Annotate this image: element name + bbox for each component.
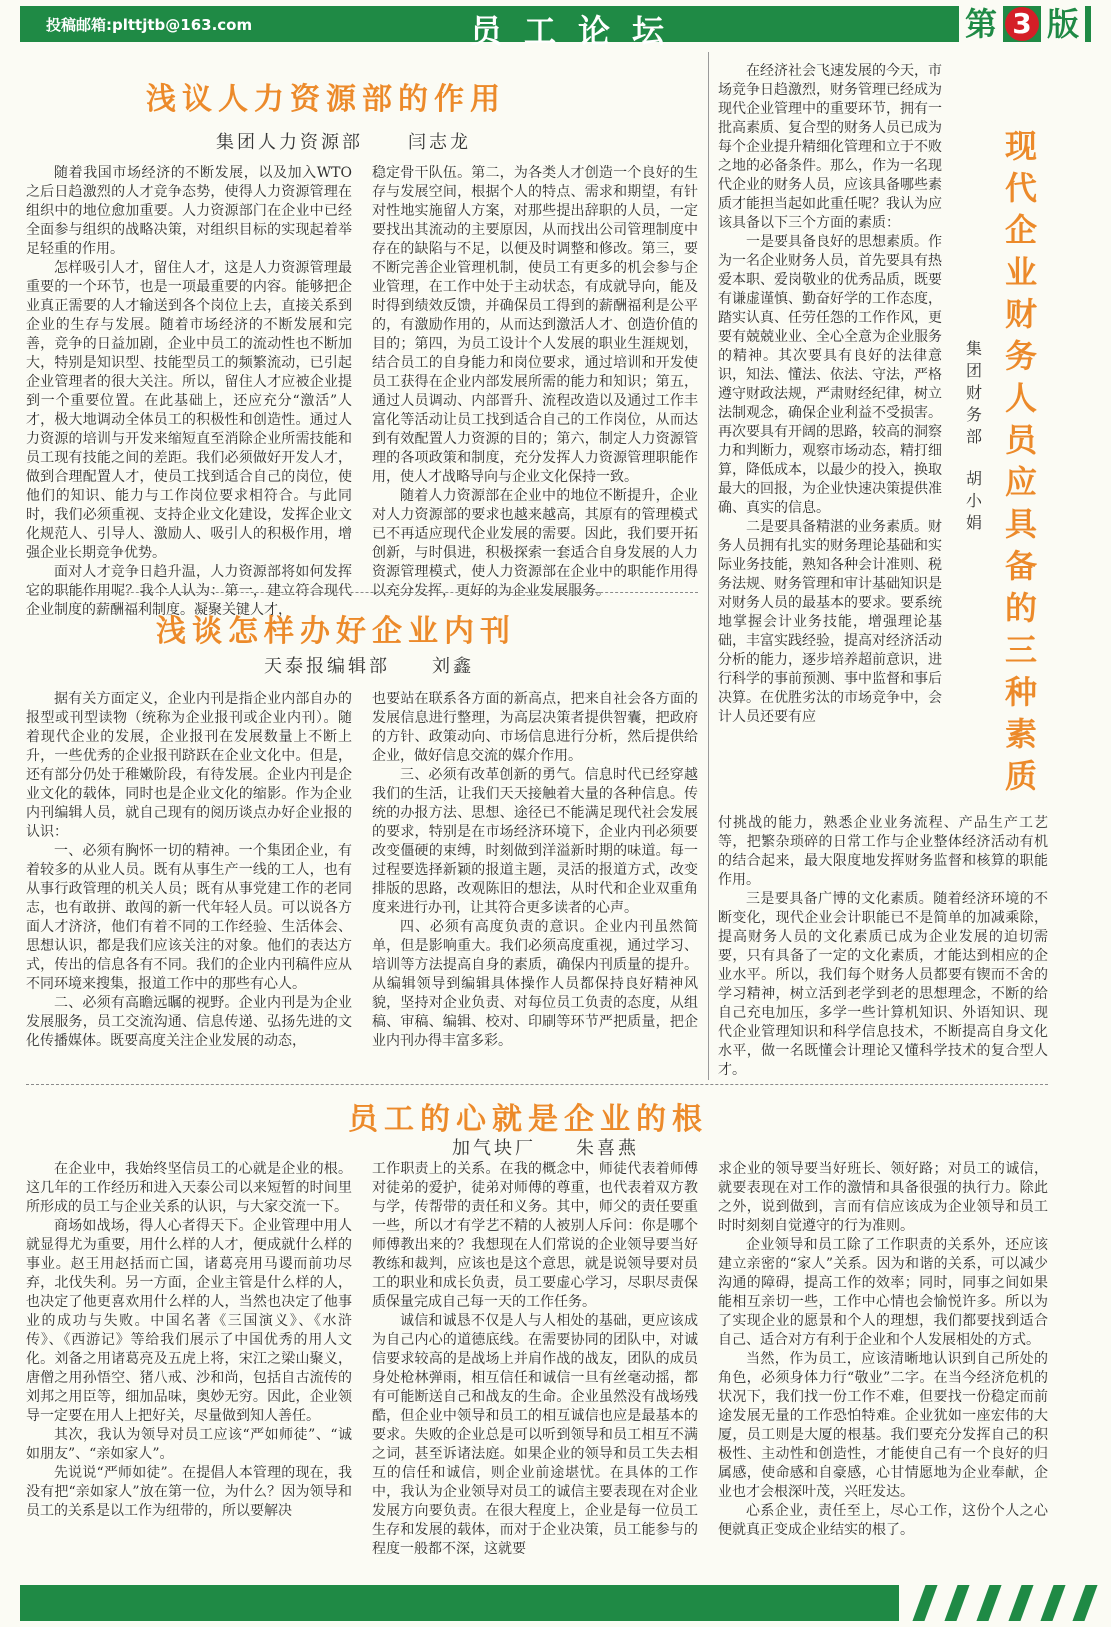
section-title: 员工论坛 bbox=[470, 12, 687, 50]
footer-stripe bbox=[944, 1585, 969, 1621]
paragraph: 四、必须有高度负责的意识。企业内刊虽然简单，但是影响重大。我们必须高度重视，通过学习、培训等方法提高自身的素质，确保内刊质量的提升。从编辑领导到编辑具体操作人员都保持良好精神风貌，坚持对企业负责、对每位员工负责的态度，从组稿、审稿、编辑、校对、印刷等环节严把质量，把企业内刊办得丰富多彩。 bbox=[372, 919, 698, 1049]
footer-stripe bbox=[1008, 1585, 1033, 1621]
paragraph: 三、必须有改革创新的勇气。信息时代已经穿越我们的生活，让我们天天接触着大量的各种信息。传统的办报方法、思想、途径已不能满足现代社会发展的要求，特别是在市场经济环境下，企业内刊必须要改变僵硬的束缚，时刻做到洋溢新时期的味道。每一过程要选择新颖的报道主题，灵活的报道方式，改变排版的思路，改观陈旧的想法，从时代和企业双重角度来进行办刊，让其符合更多读者的心声。 bbox=[372, 767, 698, 916]
paragraph: 一是要具备良好的思想素质。作为一名企业财务人员，首先要具有热爱本职、爱岗敬业的优秀品质，既要有谦虚谨慎、勤奋好学的工作态度，踏实认真、任劳任怨的工作作风，更要有兢兢业业、全心全意为企业服务的精神。其次要具有良好的法律意识，知法、懂法、依法、守法，严格遵守财政法规，严肃财经纪律，树立法制观念，确保企业利益不受损害。再次要具有开阔的思路，较高的洞察力和判断力，观察市场动态，精打细算，降低成本，以最少的投入，换取最大的回报，为企业快速决策提供准确、真实的信息。 bbox=[718, 234, 942, 516]
paragraph: 也要站在联系各方面的新高点，把来自社会各方面的发展信息进行整理，为高层决策者提供智囊，把政府的方针、政策动向、市场信息进行分析，然后提供给企业，做好信息交流的媒介作用。 bbox=[372, 691, 698, 764]
article1-col1 bbox=[26, 164, 352, 618]
article3-author: 胡小娟 bbox=[965, 469, 982, 532]
article3-title: 现代企业财务人员应具备的三种素质 bbox=[1004, 127, 1037, 795]
page-footer-bar bbox=[20, 1585, 1091, 1621]
submission-email: 投稿邮箱:plttjtb@163.com bbox=[46, 16, 253, 34]
footer-stripe bbox=[976, 1585, 1001, 1621]
article4-col1 bbox=[26, 1160, 352, 1572]
footer-stripe bbox=[1040, 1585, 1065, 1621]
page-header bbox=[20, 5, 1091, 50]
article4-col2 bbox=[372, 1160, 698, 1572]
edition-suffix: 版 bbox=[1041, 6, 1085, 42]
article2-title: 浅谈怎样办好企业内刊 bbox=[156, 614, 516, 649]
edition-number-badge: 3 bbox=[1005, 7, 1039, 41]
paragraph: 工作职责上的关系。在我的概念中，师徒代表着师傅对徒弟的爱护，徒弟对师傅的尊重，也代表着双方教与学，传帮带的责任和义务。其中，师父的责任要重一些，所以才有学艺不精的人被别人斥问：你是哪个师傅教出来的？我想现在人们常说的企业领导要当好教练和裁判，应该也是这个意思，就是说领导要对员工的职业和成长负责，员工要虚心学习，尽职尽责保质保量完成自己每一天的工作任务。 bbox=[372, 1161, 698, 1310]
edition-prefix: 第 bbox=[959, 6, 1003, 42]
column-divider bbox=[708, 52, 709, 1080]
paragraph: 二是要具备精湛的业务素质。财务人员拥有扎实的财务理论基础和实际业务技能，熟知各种会计准则、税务法规、财务管理和审计基础知识是对财务人员的最基本的要求。要系统地掌握会计业务技能，增强理论基础，丰富实践经验，提高对经济活动分析的能力，逐步培养超前意识，进行科学的事前预测、事中监督和事后决算。在优胜劣汰的市场竞争中，会计人员还要有应 bbox=[718, 519, 942, 725]
paragraph: 先说说“严师如徒”。在提倡人本管理的现在，我没有把“亲如家人”放在第一位，为什么？因为领导和员工的关系是以工作为纽带的，所以要解决 bbox=[26, 1465, 352, 1519]
article3-body-lower bbox=[718, 814, 1048, 1076]
footer-bar bbox=[20, 1585, 899, 1621]
paragraph: 企业领导和员工除了工作职责的关系外，还应该建立亲密的“家人”关系。因为和谐的关系，可以减少沟通的障碍，提高工作的效率；同时，同事之间如果能相互亲切一些，工作中心情也会愉悦许多。所以为了实现企业的愿景和个人的理想，我们都要找到适合自己、适合对方有利于企业和个人发展相处的方式。 bbox=[718, 1237, 1048, 1348]
paragraph: 付挑战的能力，熟悉企业业务流程、产品生产工艺等，把繁杂琐碎的日常工作与企业整体经济活动有机的结合起来，最大限度地发挥财务监督和核算的职能作用。 bbox=[718, 815, 1048, 888]
paragraph: 商场如战场，得人心者得天下。企业管理中用人就显得尤为重要，用什么样的人才，便成就什么样的事业。赵王用赵括而亡国，诸葛亮用马谡而前功尽弃，北伐失利。另一方面，企业主管是什么样的人，也决定了他更喜欢用什么样的人，当然也决定了他事业的成功与失败。中国名著《三国演义》、《水浒传》、《西游记》等给我们展示了中国优秀的用人文化。刘备之用诸葛亮及五虎上将，宋江之梁山聚义，唐僧之用孙悟空、猪八戒、沙和尚，包括自古流传的刘邦之用臣等，细加品味，奥妙无穷。因此，企业领导一定要在用人上把好关，尽量做到知人善任。 bbox=[26, 1218, 352, 1424]
paragraph: 诚信和诚恳不仅是人与人相处的基础，更应该成为自己内心的道德底线。在需要协同的团队中，对诚信要求较高的是战场上并肩作战的战友，团队的成员身处枪林弹雨，相互信任和诚信一旦有丝毫动摇，都有可能断送自己和战友的生命。企业虽然没有战场残酷，但企业中领导和员工的相互诚信也应是最基本的要求。失败的企业总是可以听到领导和员工相互不满之词，甚至诉诸法庭。如果企业的领导和员工失去相互的信任和诚信，则企业前途堪忧。在具体的工作中，我认为企业领导对员工的诚信主要表现在对企业发展方向要负责。在很大程度上，企业是每一位员工生存和发展的载体，而对于企业决策，员工能参与的程度一般都不深，这就要 bbox=[372, 1313, 698, 1557]
paragraph: 一、必须有胸怀一切的精神。一个集团企业，有着较多的从业人员。既有从事生产一线的工人，也有从事行政管理的机关人员；既有从事党建工作的老同志，也有敢拼、敢闯的新一代年轻人员。可以说各方面人才济济，他们有着不同的工作经验、生活体会、思想认识，都是我们应该关注的对象。他们的表达方式，传出的信息各有不同。我们的企业内刊稿件应从不同环境来搜集，报道工作中的那些有心人。 bbox=[26, 843, 352, 992]
article-divider bbox=[26, 592, 698, 593]
paragraph: 随着人力资源部在企业中的地位不断提升，企业对人力资源部的要求也越来越高，其原有的管理模式已不再适应现代企业发展的需要。因此，我们要开拓创新，与时俱进，积极探索一套适合自身发展的人力资源管理模式，使人力资源部在企业中的职能作用得以充分发挥，更好的为企业发展服务。 bbox=[372, 488, 698, 599]
article1-dept: 集团人力资源部 bbox=[216, 132, 363, 153]
paragraph: 在经济社会飞速发展的今天，市场竞争日趋激烈，财务管理已经成为现代企业管理中的重要环节，拥有一批高素质、复合型的财务人员已成为每个企业提升精细化管理和立于不败之地的必备条件。那么，作为一名现代企业的财务人员，应该具备哪些素质才能担当起如此重任呢？我认为应该具备以下三个方面的素质： bbox=[718, 63, 942, 231]
paragraph: 稳定骨干队伍。第二，为各类人才创造一个良好的生存与发展空间，根据个人的特点、需求和期望，有针对性地实施留人方案，对那些提出辞职的人员，一定要找出其流动的主要原因，从而找出公司管理制度中存在的缺陷与不足，以便及时调整和修改。第三，要不断完善企业管理机制，使员工有更多的机会参与企业管理，在工作中处于主动状态，有成就导向，能及时得到绩效反馈，并确保员工得到的薪酬福利是公平的，有激励作用的，从而达到激活人才、创造价值的目的；第四，为员工设计个人发展的职业生涯规划，结合员工的自身能力和岗位要求，通过培训和开发使员工获得在企业内部发展所需的能力和知识；第五，通过人员调动、内部晋升、流程改造以及通过工作丰富化等活动让员工找到适合自己的工作岗位，从而达到有效配置人力资源的目的；第六，制定人力资源管理的各项政策和制度，充分发挥人力资源管理职能作用，使人才战略导向与企业文化保持一致。 bbox=[372, 165, 698, 485]
article1-col2 bbox=[372, 164, 698, 599]
footer-stripe bbox=[912, 1585, 937, 1621]
article4-dept: 加气块厂 bbox=[452, 1138, 536, 1159]
article4-col3 bbox=[718, 1160, 1048, 1572]
section-divider bbox=[26, 1084, 1048, 1085]
paragraph: 面对人才竞争日趋升温，人力资源部将如何发挥它的职能作用呢？我个人认为：第一，建立符合现代企业制度的薪酬福利制度。凝聚关键人才， bbox=[26, 564, 352, 618]
article1-author: 闫志龙 bbox=[408, 132, 471, 153]
paragraph: 当然，作为员工，应该清晰地认识到自己所处的角色，必须身体力行“敬业”二字。在当今经济危机的状况下，我们找一份工作不难，但要找一份稳定而前途发展无量的工作恐怕特难。企业犹如一座宏伟的大厦，员工则是大厦的根基。我们要充分发挥自己的积极性、主动性和创造性，才能使自己有一个良好的归属感，使命感和自豪感，心甘情愿地为企业奉献，企业也才会根深叶茂，兴旺发达。 bbox=[718, 1351, 1048, 1500]
article4-title: 员工的心就是企业的根 bbox=[348, 1102, 708, 1137]
article2-dept: 天泰报编辑部 bbox=[264, 656, 390, 677]
edition-label bbox=[959, 6, 1085, 42]
article1-title: 浅议人力资源部的作用 bbox=[146, 82, 506, 117]
paragraph: 心系企业，责任至上，尽心工作，这份个人之心便就真正变成企业结实的根了。 bbox=[718, 1503, 1048, 1538]
article2-author: 刘鑫 bbox=[432, 656, 474, 677]
article2-col2 bbox=[372, 690, 698, 1074]
paragraph: 其次，我认为领导对员工应该“严如师徒”、“诚如朋友”、“亲如家人”。 bbox=[26, 1427, 352, 1462]
paragraph: 二、必须有高瞻远瞩的视野。企业内刊是为企业发展服务，员工交流沟通、信息传递、弘扬先进的文化传播媒体。既要高度关注企业发展的动态， bbox=[26, 995, 352, 1049]
paragraph: 三是要具备广博的文化素质。随着经济环境的不断变化，现代企业会计职能已不是简单的加减乘除，提高财务人员的文化素质已成为企业发展的迫切需要，只有具备了一定的文化素质，才能达到相应的企业水平。所以，我们每个财务人员都要有锲而不舍的学习精神，树立活到老学到老的思想理念，不断的给自己充电加压，多学一些计算机知识、外语知识、现代企业管理知识和科学信息技术，不断提高自身文化水平，做一名既懂会计理论又懂科学技术的复合型人才。 bbox=[718, 891, 1048, 1078]
article2-col1 bbox=[26, 690, 352, 1074]
article4-author: 朱喜燕 bbox=[576, 1138, 639, 1159]
article3-dept: 集团财务部 bbox=[965, 339, 982, 446]
paragraph: 随着我国市场经济的不断发展，以及加入WTO之后日趋激烈的人才竞争态势，使得人力资源管理在组织中的地位愈加重要。人力资源部门在企业中已经全面参与组织的战略决策，对组织目标的实现起着举足轻重的作用。 bbox=[26, 165, 352, 257]
paragraph: 怎样吸引人才，留住人才，这是人力资源管理最重要的一个环节，也是一项最重要的内容。能够把企业真正需要的人才输送到各个岗位上去，直接关系到企业的生存与发展。随着市场经济的不断发展和完善，竞争的日益加剧，企业中员工的流动性也不断加大，特别是知识型、技能型员工的频繁流动，已引起企业管理者的很大关注。所以，留住人才应被企业提到一个重要位置。在此基础上，还应充分“激活”人才，极大地调动全体员工的积极性和创造性。通过人力资源的培训与开发来缩短直至消除企业所需技能和员工现有技能之间的差距。我们必须做好开发人才，做到合理配置人才，使员工找到适合自己的岗位，使他们的知识、能力与工作岗位要求相符合。与此同时，我们必须重视、支持企业文化建设，发挥企业文化规范人、引导人、激励人、吸引人的积极作用，增强企业长期竞争优势。 bbox=[26, 260, 352, 561]
footer-stripe bbox=[1072, 1585, 1097, 1621]
article3-body-upper bbox=[718, 62, 942, 812]
paragraph: 求企业的领导要当好班长、领好路；对员工的诚信，就要表现在对工作的激情和具备很强的执行力。除此之外，说到做到，言而有信应该成为企业领导和员工时时刻刻自觉遵守的行为准则。 bbox=[718, 1161, 1048, 1234]
paragraph: 在企业中，我始终坚信员工的心就是企业的根。这几年的工作经历和进入天泰公司以来短暂的时间里所形成的员工与企业关系的认识，与大家交流一下。 bbox=[26, 1161, 352, 1215]
paragraph: 据有关方面定义，企业内刊是指企业内部自办的报型或刊型读物（统称为企业报刊或企业内刊）。随着现代企业的发展，企业报刊在发展数量上不断上升，一些优秀的企业报刊跻跃在企业文化中。但是，还有部分仍处于稚嫩阶段，有待发展。企业内刊是企业文化的载体，同时也是企业文化的缩影。作为企业内刊编辑人员，就自己现有的阅历谈点办好企业报的认识： bbox=[26, 691, 352, 840]
